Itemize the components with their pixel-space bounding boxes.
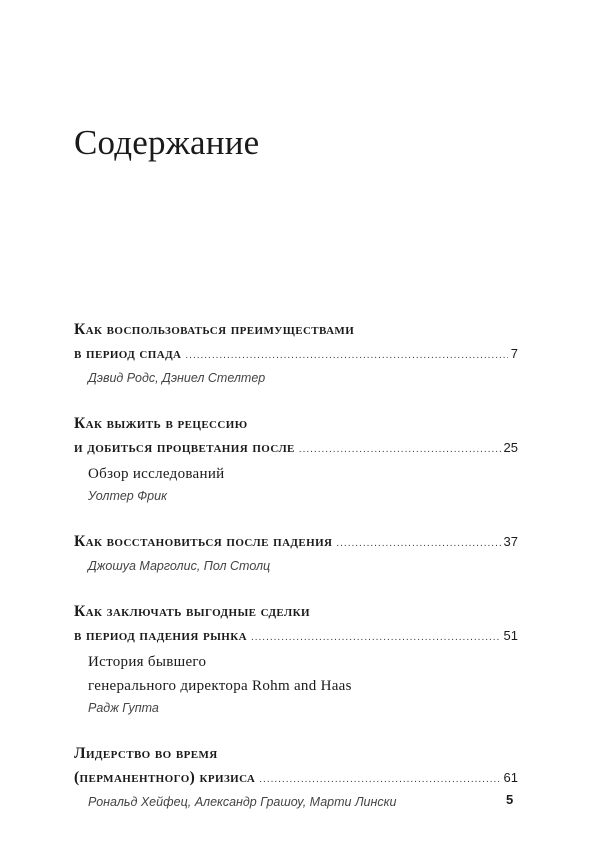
entry-title-line: Лидерство во время	[74, 745, 218, 762]
entry-authors: Радж Гупта	[88, 701, 159, 715]
entry-title-text: Как восстановиться после падения	[74, 533, 333, 550]
entry-page-number: 25	[503, 440, 518, 455]
dot-leader	[259, 768, 500, 792]
toc-entry[interactable]	[74, 530, 518, 576]
toc-entry[interactable]	[74, 412, 518, 506]
dot-leader	[336, 532, 500, 556]
entry-authors: Рональд Хейфец, Александр Грашоу, Марти Лински	[88, 795, 397, 809]
dot-leader	[251, 626, 501, 650]
entry-authors: Уолтер Фрик	[88, 489, 167, 503]
page-number: 5	[506, 792, 514, 807]
entry-subtitle: генерального директора Rohm and Haas	[88, 678, 352, 694]
entry-title-text: и добиться процветания после	[74, 439, 295, 456]
dot-leader	[185, 344, 507, 368]
table-of-contents	[74, 318, 518, 836]
toc-entry[interactable]	[74, 600, 518, 718]
entry-page-number: 7	[510, 346, 518, 361]
entry-title-line	[74, 342, 518, 368]
entry-title-text: в период спада	[74, 345, 182, 362]
entry-page-number: 61	[503, 770, 518, 785]
entry-page-number: 51	[503, 628, 518, 643]
entry-title-line: Как выжить в рецессию	[74, 415, 248, 432]
entry-title-text: в период падения рынка	[74, 627, 247, 644]
entry-title-line	[74, 530, 518, 556]
entry-title-line: Как заключать выгодные сделки	[74, 603, 310, 620]
entry-title-text: (перманентного) кризиса	[74, 769, 256, 786]
entry-title-line	[74, 624, 518, 650]
entry-subtitle: Обзор исследований	[88, 466, 225, 482]
dot-leader	[299, 438, 501, 462]
toc-entry[interactable]	[74, 742, 518, 812]
entry-title-line	[74, 436, 518, 462]
page-title: Содержание	[74, 123, 260, 162]
entry-title-line	[74, 766, 518, 792]
entry-authors: Дэвид Родс, Дэниел Стелтер	[88, 371, 266, 385]
entry-subtitle: История бывшего	[88, 654, 207, 670]
entry-authors: Джошуа Марголис, Пол Столц	[88, 559, 271, 573]
entry-title-line: Как воспользоваться преимуществами	[74, 321, 355, 338]
entry-page-number: 37	[503, 534, 518, 549]
toc-entry[interactable]	[74, 318, 518, 388]
